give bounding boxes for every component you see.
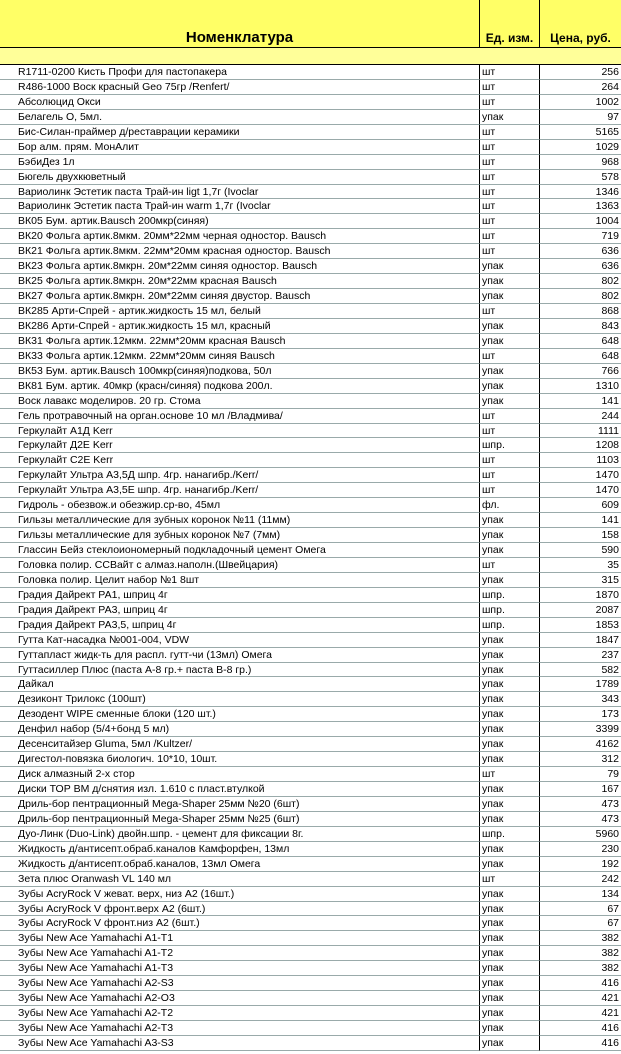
table-row[interactable] bbox=[0, 513, 621, 528]
cell-price[interactable]: 382 bbox=[540, 961, 621, 976]
cell-price[interactable]: 141 bbox=[540, 513, 621, 528]
table-row[interactable] bbox=[0, 424, 621, 439]
table-row[interactable] bbox=[0, 244, 621, 259]
cell-price[interactable]: 1346 bbox=[540, 185, 621, 200]
table-row[interactable] bbox=[0, 782, 621, 797]
table-row[interactable] bbox=[0, 797, 621, 812]
cell-price[interactable]: 609 bbox=[540, 498, 621, 513]
cell-price[interactable]: 416 bbox=[540, 976, 621, 991]
table-row[interactable] bbox=[0, 1021, 621, 1036]
cell-name[interactable]: Дайкал bbox=[0, 677, 480, 692]
table-row[interactable] bbox=[0, 1036, 621, 1051]
cell-unit[interactable]: упак bbox=[480, 573, 540, 588]
cell-unit[interactable]: шпр. bbox=[480, 438, 540, 453]
cell-price[interactable]: 868 bbox=[540, 304, 621, 319]
table-row[interactable] bbox=[0, 946, 621, 961]
table-row[interactable] bbox=[0, 991, 621, 1006]
header-unit[interactable]: Ед. изм. bbox=[480, 0, 540, 48]
table-row[interactable] bbox=[0, 857, 621, 872]
cell-name[interactable]: Гильзы металлические для зубных коронок №7 (7мм) bbox=[0, 528, 480, 543]
table-row[interactable] bbox=[0, 125, 621, 140]
table-row[interactable] bbox=[0, 468, 621, 483]
cell-price[interactable]: 315 bbox=[540, 573, 621, 588]
table-row[interactable] bbox=[0, 498, 621, 513]
cell-name[interactable]: Вариолинк Эстетик паста Трай-ин warm 1,7г (Ivoclar bbox=[0, 199, 480, 214]
cell-unit[interactable]: упак bbox=[480, 902, 540, 917]
cell-unit[interactable]: упак bbox=[480, 991, 540, 1006]
cell-price[interactable]: 312 bbox=[540, 752, 621, 767]
cell-name[interactable]: Диски ТОР ВМ д/снятия изл. 1.610 с пласт.втулкой bbox=[0, 782, 480, 797]
cell-name[interactable]: Диск алмазный 2-х стор bbox=[0, 767, 480, 782]
cell-price[interactable]: 1103 bbox=[540, 453, 621, 468]
cell-price[interactable]: 141 bbox=[540, 394, 621, 409]
cell-unit[interactable]: упак bbox=[480, 334, 540, 349]
cell-name[interactable]: ВК20 Фольга артик.8мкм. 20мм*22мм черная одностор. Bausch bbox=[0, 229, 480, 244]
table-row[interactable] bbox=[0, 872, 621, 887]
cell-name[interactable]: Денфил набор (5/4+бонд 5 мл) bbox=[0, 722, 480, 737]
cell-price[interactable]: 173 bbox=[540, 707, 621, 722]
cell-unit[interactable]: упак bbox=[480, 692, 540, 707]
cell-price[interactable]: 1470 bbox=[540, 468, 621, 483]
cell-unit[interactable]: шт bbox=[480, 453, 540, 468]
cell-name[interactable]: Белагель О, 5мл. bbox=[0, 110, 480, 125]
cell-unit[interactable]: шт bbox=[480, 214, 540, 229]
cell-name[interactable]: Зубы AcryRock V фронт.верх А2 (6шт.) bbox=[0, 902, 480, 917]
cell-price[interactable]: 648 bbox=[540, 334, 621, 349]
cell-name[interactable]: Головка полир. Целит набор №1 8шт bbox=[0, 573, 480, 588]
table-row[interactable] bbox=[0, 95, 621, 110]
cell-price[interactable]: 192 bbox=[540, 857, 621, 872]
cell-price[interactable]: 590 bbox=[540, 543, 621, 558]
cell-name[interactable]: ВК81 Бум. артик. 40мкр (красн/синяя) подкова 200л. bbox=[0, 379, 480, 394]
cell-price[interactable]: 79 bbox=[540, 767, 621, 782]
table-row[interactable] bbox=[0, 438, 621, 453]
cell-price[interactable]: 636 bbox=[540, 244, 621, 259]
cell-price[interactable]: 256 bbox=[540, 65, 621, 80]
cell-unit[interactable]: упак bbox=[480, 319, 540, 334]
cell-unit[interactable]: шт bbox=[480, 409, 540, 424]
table-row[interactable] bbox=[0, 304, 621, 319]
cell-name[interactable]: Десенситайзер Gluma, 5мл /Kultzer/ bbox=[0, 737, 480, 752]
cell-price[interactable]: 1853 bbox=[540, 618, 621, 633]
table-row[interactable] bbox=[0, 394, 621, 409]
cell-unit[interactable]: шт bbox=[480, 140, 540, 155]
cell-name[interactable]: R486-1000 Воск красный Geo 75гр /Renfert/ bbox=[0, 80, 480, 95]
table-row[interactable] bbox=[0, 722, 621, 737]
table-row[interactable] bbox=[0, 140, 621, 155]
cell-unit[interactable]: упак bbox=[480, 274, 540, 289]
table-row[interactable] bbox=[0, 214, 621, 229]
table-row[interactable] bbox=[0, 319, 621, 334]
table-header bbox=[0, 0, 621, 48]
cell-name[interactable]: Вариолинк Эстетик паста Трай-ин ligt 1,7г (Ivoclar bbox=[0, 185, 480, 200]
cell-price[interactable]: 5165 bbox=[540, 125, 621, 140]
cell-unit[interactable]: шпр. bbox=[480, 603, 540, 618]
table-row[interactable] bbox=[0, 618, 621, 633]
cell-unit[interactable]: шт bbox=[480, 185, 540, 200]
cell-price[interactable]: 1363 bbox=[540, 199, 621, 214]
cell-unit[interactable]: упак bbox=[480, 528, 540, 543]
cell-price[interactable]: 1029 bbox=[540, 140, 621, 155]
cell-price[interactable]: 382 bbox=[540, 946, 621, 961]
cell-name[interactable]: Градия Дайрект РА3, шприц 4г bbox=[0, 603, 480, 618]
cell-price[interactable]: 67 bbox=[540, 902, 621, 917]
cell-name[interactable]: Абсолюцид Окси bbox=[0, 95, 480, 110]
cell-unit[interactable]: упак bbox=[480, 543, 540, 558]
table-row[interactable] bbox=[0, 692, 621, 707]
cell-unit[interactable]: упак bbox=[480, 1006, 540, 1021]
cell-unit[interactable]: упак bbox=[480, 976, 540, 991]
table-row[interactable] bbox=[0, 80, 621, 95]
cell-price[interactable]: 1208 bbox=[540, 438, 621, 453]
cell-unit[interactable]: упак bbox=[480, 842, 540, 857]
cell-price[interactable]: 1111 bbox=[540, 424, 621, 439]
cell-name[interactable]: R1711-0200 Кисть Профи для пастопакера bbox=[0, 65, 480, 80]
cell-unit[interactable]: упак bbox=[480, 961, 540, 976]
table-row[interactable] bbox=[0, 229, 621, 244]
cell-unit[interactable]: шт bbox=[480, 424, 540, 439]
cell-name[interactable]: Зубы New Ace Yamahachi A2-T3 bbox=[0, 1021, 480, 1036]
cell-unit[interactable]: шт bbox=[480, 483, 540, 498]
cell-price[interactable]: 158 bbox=[540, 528, 621, 543]
table-row[interactable] bbox=[0, 453, 621, 468]
table-row[interactable] bbox=[0, 528, 621, 543]
cell-name[interactable]: Зубы New Ace Yamahachi A2-T2 bbox=[0, 1006, 480, 1021]
cell-unit[interactable]: упак bbox=[480, 707, 540, 722]
cell-name[interactable]: ВК27 Фольга артик.8мкрн. 20м*22мм синяя двустор. Bausch bbox=[0, 289, 480, 304]
cell-price[interactable]: 2087 bbox=[540, 603, 621, 618]
cell-price[interactable]: 1310 bbox=[540, 379, 621, 394]
table-row[interactable] bbox=[0, 887, 621, 902]
cell-unit[interactable]: шпр. bbox=[480, 618, 540, 633]
cell-name[interactable]: Зубы New Ace Yamahachi A2-O3 bbox=[0, 991, 480, 1006]
cell-name[interactable]: ВК21 Фольга артик.8мкм. 22мм*20мм красная одностор. Bausch bbox=[0, 244, 480, 259]
cell-name[interactable]: ВК33 Фольга артик.12мкм. 22мм*20мм синяя Bausch bbox=[0, 349, 480, 364]
cell-price[interactable]: 237 bbox=[540, 648, 621, 663]
cell-unit[interactable]: шт bbox=[480, 229, 540, 244]
cell-price[interactable]: 242 bbox=[540, 872, 621, 887]
cell-price[interactable]: 578 bbox=[540, 170, 621, 185]
cell-name[interactable]: Бис-Силан-праймер д/реставрации керамики bbox=[0, 125, 480, 140]
cell-unit[interactable]: упак bbox=[480, 931, 540, 946]
table-row[interactable] bbox=[0, 931, 621, 946]
cell-price[interactable]: 1002 bbox=[540, 95, 621, 110]
cell-price[interactable]: 968 bbox=[540, 155, 621, 170]
cell-unit[interactable]: упак bbox=[480, 648, 540, 663]
cell-name[interactable]: ВК05 Бум. артик.Bausch 200мкр(синяя) bbox=[0, 214, 480, 229]
cell-unit[interactable]: шт bbox=[480, 244, 540, 259]
cell-name[interactable]: ВК285 Арти-Спрей - артик.жидкость 15 мл, белый bbox=[0, 304, 480, 319]
table-row[interactable] bbox=[0, 588, 621, 603]
table-row[interactable] bbox=[0, 199, 621, 214]
table-row[interactable] bbox=[0, 752, 621, 767]
table-row[interactable] bbox=[0, 65, 621, 80]
cell-price[interactable]: 35 bbox=[540, 558, 621, 573]
cell-name[interactable]: Зубы New Ace Yamahachi A1-T1 bbox=[0, 931, 480, 946]
cell-unit[interactable]: шт bbox=[480, 95, 540, 110]
cell-unit[interactable]: упак bbox=[480, 1021, 540, 1036]
cell-name[interactable]: Дигестол-повязка биологич. 10*10, 10шт. bbox=[0, 752, 480, 767]
cell-unit[interactable]: шт bbox=[480, 199, 540, 214]
cell-name[interactable]: Дуо-Линк (Duo-Link) двойн.шпр. - цемент для фиксации 8г. bbox=[0, 827, 480, 842]
header-price[interactable]: Цена, руб. bbox=[540, 0, 621, 48]
cell-unit[interactable]: шт bbox=[480, 468, 540, 483]
table-row[interactable] bbox=[0, 573, 621, 588]
cell-name[interactable]: Гильзы металлические для зубных коронок №11 (11мм) bbox=[0, 513, 480, 528]
cell-price[interactable]: 1470 bbox=[540, 483, 621, 498]
cell-unit[interactable]: упак bbox=[480, 110, 540, 125]
cell-name[interactable]: Головка полир. ССВайт с алмаз.наполн.(Швейцария) bbox=[0, 558, 480, 573]
cell-price[interactable]: 167 bbox=[540, 782, 621, 797]
cell-unit[interactable]: упак bbox=[480, 394, 540, 409]
cell-name[interactable]: Геркулайт Ультра А3,5Д шпр. 4гр. нанагибр./Kerr/ bbox=[0, 468, 480, 483]
cell-price[interactable]: 3399 bbox=[540, 722, 621, 737]
cell-name[interactable]: Гуттапласт жидк-ть для распл. гутт-чи (13мл) Омега bbox=[0, 648, 480, 663]
cell-price[interactable]: 416 bbox=[540, 1036, 621, 1051]
table-row[interactable] bbox=[0, 603, 621, 618]
cell-unit[interactable]: шт bbox=[480, 872, 540, 887]
table-row[interactable] bbox=[0, 677, 621, 692]
table-row[interactable] bbox=[0, 902, 621, 917]
cell-name[interactable]: Зубы New Ace Yamahachi A1-T3 bbox=[0, 961, 480, 976]
cell-name[interactable]: Гидроль - обезвож.и обезжир.ср-во, 45мл bbox=[0, 498, 480, 513]
cell-price[interactable]: 4162 bbox=[540, 737, 621, 752]
cell-unit[interactable]: упак bbox=[480, 782, 540, 797]
cell-unit[interactable]: фл. bbox=[480, 498, 540, 513]
cell-unit[interactable]: шт bbox=[480, 170, 540, 185]
table-row[interactable] bbox=[0, 648, 621, 663]
cell-unit[interactable]: упак bbox=[480, 797, 540, 812]
cell-unit[interactable]: упак bbox=[480, 513, 540, 528]
table-row[interactable] bbox=[0, 558, 621, 573]
cell-name[interactable]: Зета плюс Oranwash VL 140 мл bbox=[0, 872, 480, 887]
table-row[interactable] bbox=[0, 737, 621, 752]
cell-unit[interactable]: упак bbox=[480, 857, 540, 872]
cell-unit[interactable]: шт bbox=[480, 80, 540, 95]
cell-price[interactable]: 230 bbox=[540, 842, 621, 857]
table-row[interactable] bbox=[0, 663, 621, 678]
cell-unit[interactable]: шт bbox=[480, 155, 540, 170]
cell-price[interactable]: 421 bbox=[540, 1006, 621, 1021]
cell-name[interactable]: Градия Дайрект РА1, шприц 4г bbox=[0, 588, 480, 603]
cell-unit[interactable]: упак bbox=[480, 259, 540, 274]
table-body bbox=[0, 65, 621, 1051]
cell-price[interactable]: 421 bbox=[540, 991, 621, 1006]
cell-price[interactable]: 719 bbox=[540, 229, 621, 244]
cell-unit[interactable]: упак bbox=[480, 812, 540, 827]
table-row[interactable] bbox=[0, 633, 621, 648]
cell-name[interactable]: Геркулайт А1Д Kerr bbox=[0, 424, 480, 439]
cell-unit[interactable]: упак bbox=[480, 722, 540, 737]
table-row[interactable] bbox=[0, 543, 621, 558]
cell-unit[interactable]: упак bbox=[480, 946, 540, 961]
cell-name[interactable]: Зубы New Ace Yamahachi A2-S3 bbox=[0, 976, 480, 991]
cell-price[interactable]: 382 bbox=[540, 931, 621, 946]
cell-name[interactable]: ВК23 Фольга артик.8мкрн. 20м*22мм синяя одностор. Bausch bbox=[0, 259, 480, 274]
header-spacer-row bbox=[0, 48, 621, 65]
cell-unit[interactable]: упак bbox=[480, 289, 540, 304]
cell-unit[interactable]: упак bbox=[480, 379, 540, 394]
table-row[interactable] bbox=[0, 379, 621, 394]
table-row[interactable] bbox=[0, 916, 621, 931]
cell-unit[interactable]: упак bbox=[480, 737, 540, 752]
cell-price[interactable]: 802 bbox=[540, 289, 621, 304]
cell-unit[interactable]: шт bbox=[480, 125, 540, 140]
cell-price[interactable]: 97 bbox=[540, 110, 621, 125]
cell-name[interactable]: ВК286 Арти-Спрей - артик.жидкость 15 мл, красный bbox=[0, 319, 480, 334]
cell-name[interactable]: Дезиконт Трилокс (100шт) bbox=[0, 692, 480, 707]
cell-unit[interactable]: упак bbox=[480, 916, 540, 931]
cell-name[interactable]: Жидкость д/антисепт.обраб.каналов Камфорфен, 13мл bbox=[0, 842, 480, 857]
table-row[interactable] bbox=[0, 812, 621, 827]
cell-price[interactable]: 5960 bbox=[540, 827, 621, 842]
cell-name[interactable]: Гуттасиллер Плюс (паста А-8 гр.+ паста В-8 гр.) bbox=[0, 663, 480, 678]
cell-price[interactable]: 473 bbox=[540, 797, 621, 812]
table-row[interactable] bbox=[0, 349, 621, 364]
cell-unit[interactable]: шт bbox=[480, 767, 540, 782]
cell-name[interactable]: Воск лавакс моделиров. 20 гр. Стома bbox=[0, 394, 480, 409]
table-row[interactable] bbox=[0, 961, 621, 976]
table-row[interactable] bbox=[0, 767, 621, 782]
cell-name[interactable]: Геркулайт Д2Е Kerr bbox=[0, 438, 480, 453]
cell-price[interactable]: 244 bbox=[540, 409, 621, 424]
cell-price[interactable]: 1870 bbox=[540, 588, 621, 603]
cell-unit[interactable]: шт bbox=[480, 65, 540, 80]
table-row[interactable] bbox=[0, 155, 621, 170]
cell-name[interactable]: Зубы New Ace Yamahachi A1-T2 bbox=[0, 946, 480, 961]
cell-name[interactable]: Геркулайт Ультра А3,5Е шпр. 4гр. нанагибр./Kerr/ bbox=[0, 483, 480, 498]
cell-price[interactable]: 843 bbox=[540, 319, 621, 334]
table-row[interactable] bbox=[0, 483, 621, 498]
table-row[interactable] bbox=[0, 827, 621, 842]
cell-name[interactable]: ВК53 Бум. артик.Bausch 100мкр(синяя)подкова, 50л bbox=[0, 364, 480, 379]
table-row[interactable] bbox=[0, 707, 621, 722]
cell-price[interactable]: 648 bbox=[540, 349, 621, 364]
cell-name[interactable]: Бюгель двухкюветный bbox=[0, 170, 480, 185]
table-row[interactable] bbox=[0, 842, 621, 857]
table-row[interactable] bbox=[0, 259, 621, 274]
cell-unit[interactable]: упак bbox=[480, 752, 540, 767]
cell-name[interactable]: Бор алм. прям. МонАлит bbox=[0, 140, 480, 155]
cell-unit[interactable]: шт bbox=[480, 558, 540, 573]
cell-name[interactable]: Глассин Бейз стеклоиономерный подкладочный цемент Омега bbox=[0, 543, 480, 558]
table-row[interactable] bbox=[0, 170, 621, 185]
cell-name[interactable]: Дезодент WIPE сменные блоки (120 шт.) bbox=[0, 707, 480, 722]
cell-unit[interactable]: шт bbox=[480, 349, 540, 364]
cell-name[interactable]: Гутта Кат-насадка №001-004, VDW bbox=[0, 633, 480, 648]
cell-name[interactable]: ВК25 Фольга артик.8мкрн. 20м*22мм красная Bausch bbox=[0, 274, 480, 289]
table-row[interactable] bbox=[0, 289, 621, 304]
cell-price[interactable]: 766 bbox=[540, 364, 621, 379]
cell-name[interactable]: Зубы AcryRock V жеват. верх, низ А2 (16шт.) bbox=[0, 887, 480, 902]
cell-unit[interactable]: шпр. bbox=[480, 827, 540, 842]
cell-name[interactable]: Градия Дайрект РА3,5, шприц 4г bbox=[0, 618, 480, 633]
cell-name[interactable]: БэбиДез 1л bbox=[0, 155, 480, 170]
cell-price[interactable]: 343 bbox=[540, 692, 621, 707]
cell-price[interactable]: 582 bbox=[540, 663, 621, 678]
cell-price[interactable]: 1847 bbox=[540, 633, 621, 648]
table-row[interactable] bbox=[0, 1006, 621, 1021]
cell-name[interactable]: ВК31 Фольга артик.12мкм. 22мм*20мм красная Bausch bbox=[0, 334, 480, 349]
cell-price[interactable]: 802 bbox=[540, 274, 621, 289]
cell-unit[interactable]: упак bbox=[480, 364, 540, 379]
cell-unit[interactable]: упак bbox=[480, 663, 540, 678]
cell-name[interactable]: Жидкость д/антисепт.обраб.каналов, 13мл Омега bbox=[0, 857, 480, 872]
cell-price[interactable]: 1004 bbox=[540, 214, 621, 229]
table-row[interactable] bbox=[0, 185, 621, 200]
table-row[interactable] bbox=[0, 274, 621, 289]
cell-name[interactable]: Зубы New Ace Yamahachi A3-S3 bbox=[0, 1036, 480, 1051]
cell-name[interactable]: Дриль-бор пентрационный Mega-Shaper 25мм №25 (6шт) bbox=[0, 812, 480, 827]
cell-unit[interactable]: шпр. bbox=[480, 588, 540, 603]
cell-price[interactable]: 473 bbox=[540, 812, 621, 827]
cell-name[interactable]: Зубы AcryRock V фронт.низ А2 (6шт.) bbox=[0, 916, 480, 931]
cell-unit[interactable]: упак bbox=[480, 633, 540, 648]
table-row[interactable] bbox=[0, 976, 621, 991]
cell-unit[interactable]: упак bbox=[480, 1036, 540, 1051]
cell-price[interactable]: 134 bbox=[540, 887, 621, 902]
cell-name[interactable]: Геркулайт С2Е Kerr bbox=[0, 453, 480, 468]
header-name[interactable]: Номенклатура bbox=[0, 0, 480, 48]
cell-name[interactable]: Гель протравочный на орган.основе 10 мл /Владмива/ bbox=[0, 409, 480, 424]
cell-price[interactable]: 416 bbox=[540, 1021, 621, 1036]
cell-unit[interactable]: шт bbox=[480, 304, 540, 319]
cell-price[interactable]: 67 bbox=[540, 916, 621, 931]
cell-unit[interactable]: упак bbox=[480, 887, 540, 902]
cell-price[interactable]: 636 bbox=[540, 259, 621, 274]
table-row[interactable] bbox=[0, 110, 621, 125]
cell-price[interactable]: 1789 bbox=[540, 677, 621, 692]
cell-price[interactable]: 264 bbox=[540, 80, 621, 95]
table-row[interactable] bbox=[0, 334, 621, 349]
cell-name[interactable]: Дриль-бор пентрационный Mega-Shaper 25мм №20 (6шт) bbox=[0, 797, 480, 812]
cell-unit[interactable]: упак bbox=[480, 677, 540, 692]
table-row[interactable] bbox=[0, 364, 621, 379]
table-row[interactable] bbox=[0, 409, 621, 424]
